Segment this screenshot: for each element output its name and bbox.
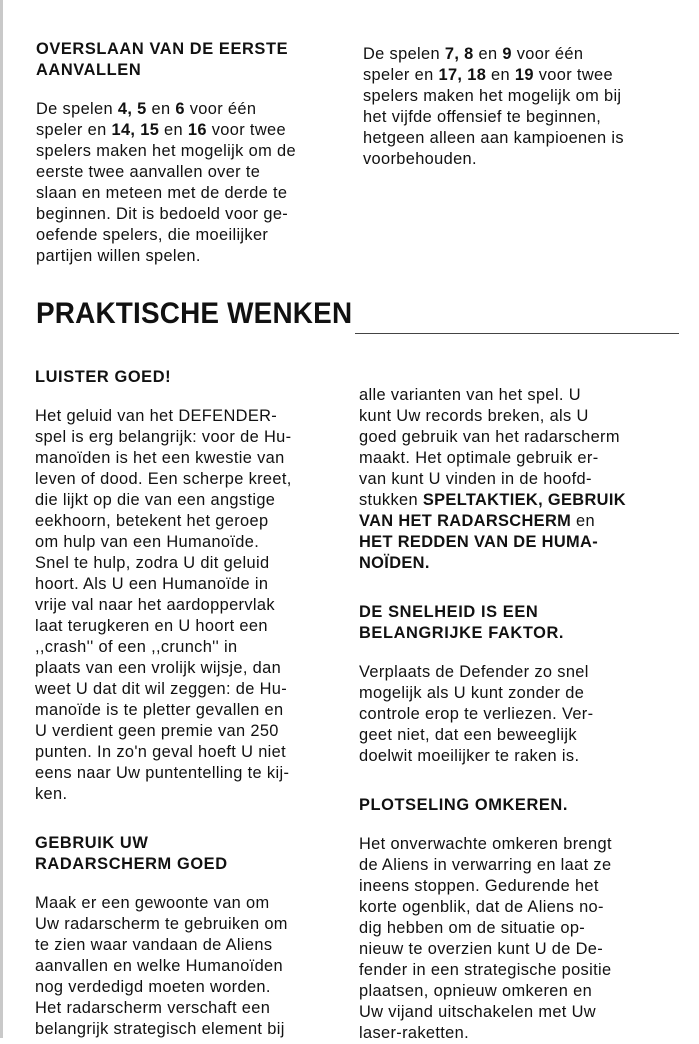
heading-sudden-reverse: PLOTSELING OMKEREN. — [359, 796, 569, 814]
bold-text-run: 4, 5 — [117, 100, 147, 118]
section-fifth-offensive — [363, 44, 673, 170]
bold-text-run: 9 — [502, 45, 512, 63]
paragraph-fifth-offensive — [363, 44, 673, 170]
bold-text-run: HET REDDEN VAN DE HUMA- NOÏDEN. — [359, 533, 599, 572]
section-skip-first-attacks — [36, 39, 336, 267]
bold-text-run: 14, 15 — [111, 121, 160, 139]
bold-text-run: 6 — [175, 100, 185, 118]
text-run: De spelen — [363, 45, 445, 63]
paragraph-skip-first-attacks — [36, 99, 336, 267]
heading-listen-well: LUISTER GOED! — [35, 368, 172, 386]
section-title: PRAKTISCHE WENKEN — [36, 297, 353, 330]
text-run: en — [486, 66, 515, 84]
text-run: voor één speler en — [36, 100, 257, 139]
bold-text-run: 7, 8 — [444, 45, 474, 63]
text-run: alle varianten van het spel. U kunt Uw records breken, als U goed gebruik van het radarscherm maakt. Het optimale gebruik er- van kunt U vinden in de hoofd- stukken — [359, 386, 620, 509]
binding-edge — [0, 0, 3, 1038]
bold-text-run: SPELTAKTIEK, GEBRUIK VAN HET RADARSCHERM — [359, 491, 626, 530]
paragraph-radar-continued — [359, 385, 669, 574]
text-run: en — [146, 100, 176, 118]
heading-skip-first-attacks: OVERSLAAN VAN DE EERSTE AANVALLEN — [36, 40, 289, 79]
heading-speed: DE SNELHEID IS EEN BELANGRIJKE FAKTOR. — [359, 603, 565, 642]
column-right — [359, 385, 669, 1044]
bold-text-run: 17, 18 — [438, 66, 487, 84]
text-run: voor twee spelers maken het mogelijk om bij het vijfde offensief te beginnen, hetgeen alleen aan kampioenen is voorbehouden. — [363, 66, 624, 168]
text-run: voor twee spelers maken het mogelijk om de eerste twee aanvallen over te slaan en meteen met de derde te beginnen. Dit is bedoeld voor ge- oefende spelers, die moeilijker partijen willen spelen. — [36, 121, 296, 265]
paragraph-speed: Verplaats de Defender zo snel mogelijk als U kunt zonder de controle erop te verliezen. Ver- geet niet, dat een beweeglijk doelwit moeilijker te raken is. — [359, 663, 594, 765]
text-run: en — [576, 512, 595, 530]
bold-text-run: 19 — [514, 66, 534, 84]
bold-text-run: 16 — [187, 121, 207, 139]
column-left — [35, 367, 335, 1040]
section-title-rule — [355, 333, 679, 334]
paragraph-use-radar: Maak er een gewoonte van om Uw radarscherm te gebruiken om te zien waar vandaan de Aliens aanvallen en welke Humanoïden nog verdedigd moeten worden. Het radarscherm verschaft een belangrijk strategisch element bij — [35, 894, 288, 1038]
heading-use-radar: GEBRUIK UW RADARSCHERM GOED — [35, 834, 228, 873]
text-run: en — [159, 121, 188, 139]
text-run: voor één speler en — [363, 45, 584, 84]
paragraph-listen-well: Het geluid van het DEFENDER- spel is erg belangrijk: voor de Hu- manoïden is het een kwestie van leven of dood. Een scherpe kreet, die lijkt op die van een angstige eekhoorn, betekent het geroep om hulp van een Humanoïde. Snel te hulp, zodra U dit geluid hoort. Als U een Humanoïde in vrije val naar het aardoppervlak laat terugkeren en U hoort een ,,crash'' of een ,,crunch'' in plaats van een vrolijk wijsje, dan weet U dat dit wil zeggen: de Hu- manoïde is te pletter gevallen en U verdient geen premie van 250 punten. In zo'n geval hoeft U niet eens naar Uw puntentelling te kij- ken. — [35, 407, 292, 803]
paragraph-sudden-reverse: Het onverwachte omkeren brengt de Aliens in verwarring en laat ze ineens stoppen. Gedurende het korte ogenblik, dat de Aliens no- dig hebben om de situatie op- nieuw te overzien kunt U de De- fender in een strategische positie plaatsen, opnieuw omkeren en Uw vijand uitschakelen met Uw laser-raketten. — [359, 835, 612, 1042]
text-run: en — [473, 45, 503, 63]
text-run: De spelen — [36, 100, 118, 118]
